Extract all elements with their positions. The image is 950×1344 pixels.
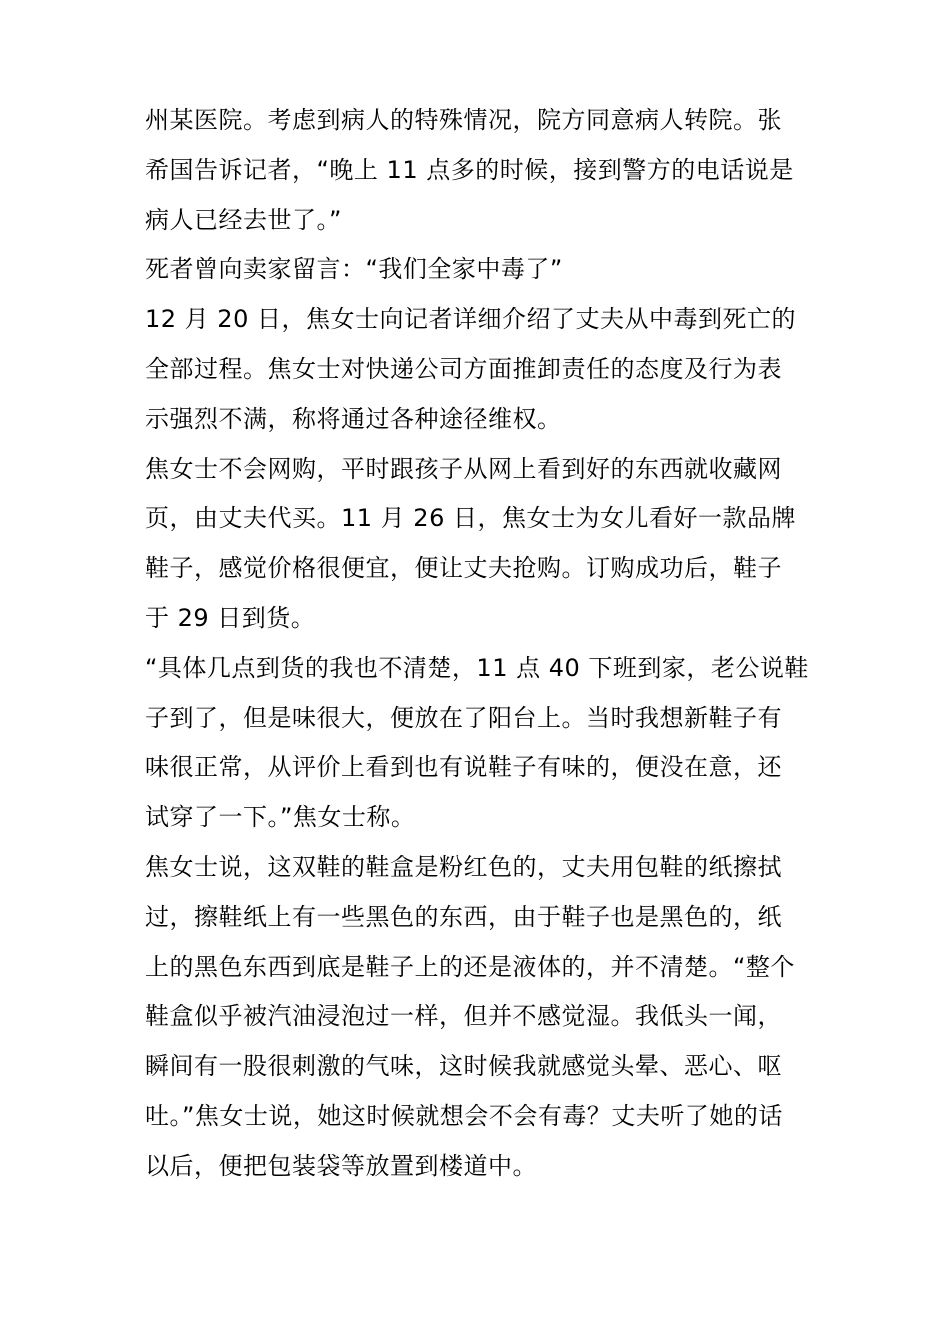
text-line: 焦女士说，这双鞋的鞋盒是粉红色的，丈夫用包鞋的纸擦拭 <box>145 852 782 881</box>
text-line: 子到了，但是味很大，便放在了阳台上。当时我想新鞋子有 <box>145 703 782 732</box>
text-line: 瞬间有一股很刺激的气味，这时候我就感觉头晕、恶心、呕 <box>145 1052 782 1081</box>
text-line: 希国告诉记者，“晚上 11 点多的时候，接到警方的电话说是 <box>145 155 794 184</box>
text-line: 过，擦鞋纸上有一些黑色的东西，由于鞋子也是黑色的，纸 <box>145 902 782 931</box>
text-line: 以后，便把包装袋等放置到楼道中。 <box>145 1151 537 1180</box>
text-line: 州某医院。考虑到病人的特殊情况，院方同意病人转院。张 <box>145 106 782 134</box>
section-heading: 死者曾向卖家留言：“我们全家中毒了” <box>145 255 563 284</box>
text-line: 味很正常，从评价上看到也有说鞋子有味的，便没在意，还 <box>145 753 782 782</box>
text-line: 鞋盒似乎被汽油浸泡过一样，但并不感觉湿。我低头一闻， <box>145 1002 782 1031</box>
text-line: 鞋子，感觉价格很便宜，便让丈夫抢购。订购成功后，鞋子 <box>145 554 782 583</box>
text-line: “具体几点到货的我也不清楚，11 点 40 下班到家，老公说鞋 <box>145 653 809 682</box>
text-line: 焦女士不会网购，平时跟孩子从网上看到好的东西就收藏网 <box>145 454 782 483</box>
text-line: 上的黑色东西到底是鞋子上的还是液体的，并不清楚。“整个 <box>145 952 795 981</box>
text-line: 病人已经去世了。” <box>145 205 342 234</box>
article-body <box>145 96 810 1192</box>
text-line: 吐。”焦女士说，她这时候就想会不会有毒？丈夫听了她的话 <box>145 1101 783 1130</box>
text-line: 页，由丈夫代买。11 月 26 日，焦女士为女儿看好一款品牌 <box>145 504 796 533</box>
text-line: 于 29 日到货。 <box>145 603 316 632</box>
text-line: 示强烈不满，称将通过各种途径维权。 <box>145 404 562 433</box>
text-line: 全部过程。焦女士对快递公司方面推卸责任的态度及行为表 <box>145 354 782 383</box>
text-line: 12 月 20 日，焦女士向记者详细介绍了丈夫从中毒到死亡的 <box>145 305 796 334</box>
text-line: 试穿了一下。”焦女士称。 <box>145 803 416 832</box>
